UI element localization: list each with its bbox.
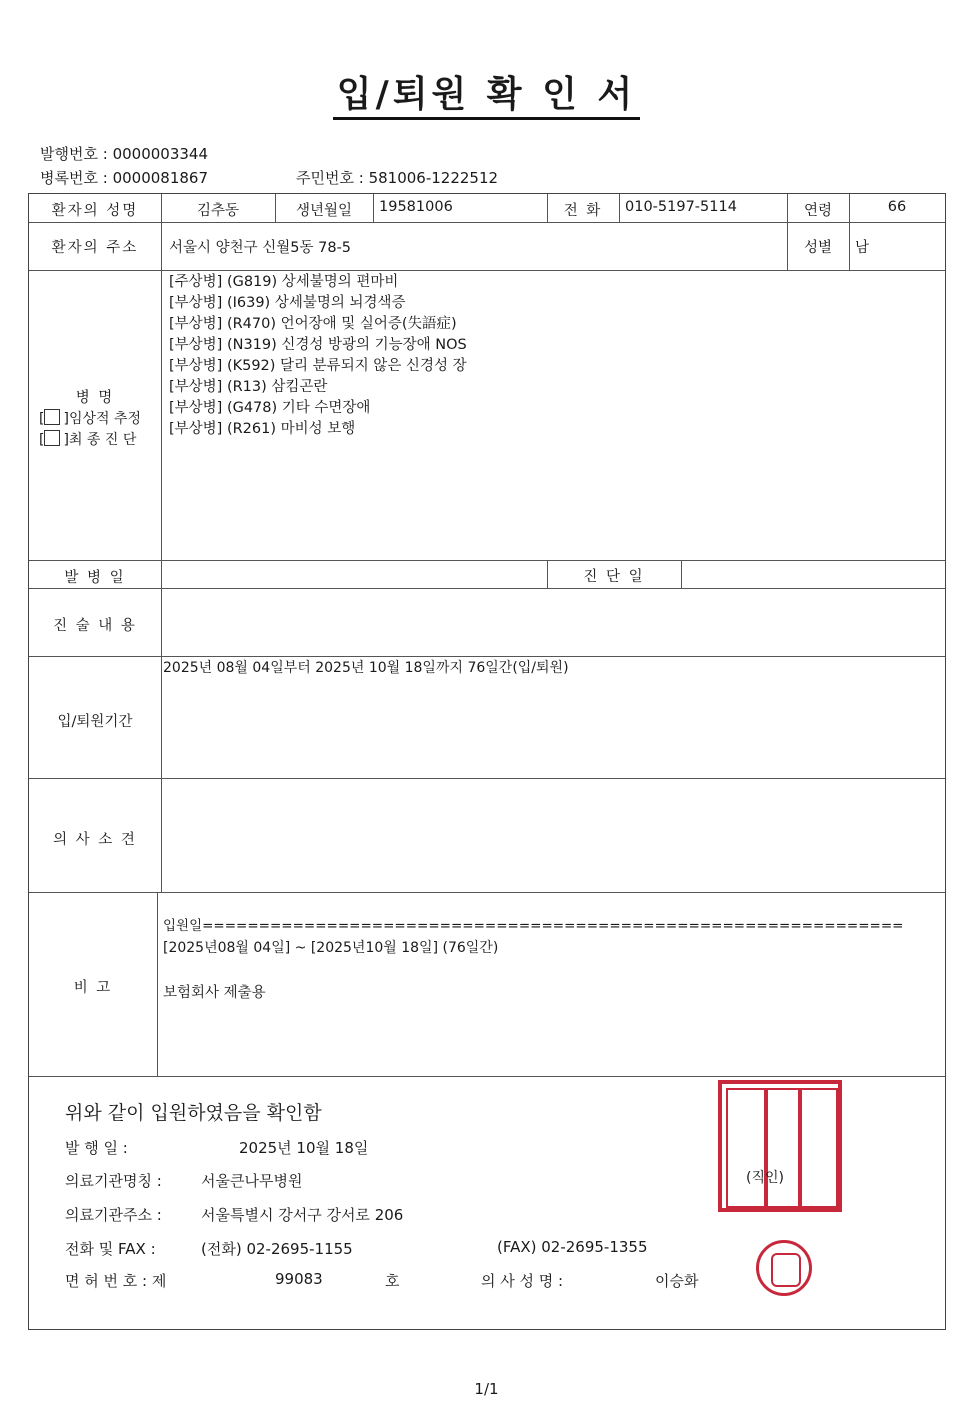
remarks-label: 비 고 — [73, 980, 113, 996]
diagnosis-list — [169, 272, 467, 440]
issue-date-value: 2025년 10월 18일 — [239, 1139, 369, 1157]
sex-label: 성별 — [803, 240, 832, 256]
address-label: 환자의 주소 — [51, 240, 139, 256]
row-divider — [29, 222, 945, 223]
row-divider — [29, 588, 945, 589]
chart-number-label: 병록번호 : — [40, 169, 108, 187]
diagnosis-item: [부상병] (I639) 상세불명의 뇌경색증 — [169, 295, 406, 311]
page-number: 1/1 — [474, 1380, 499, 1398]
phone-label: 전 화 — [563, 203, 603, 219]
age-label: 연령 — [803, 203, 832, 219]
final-diagnosis-checkbox[interactable] — [44, 430, 60, 446]
phone-number: 010-5197-5114 — [625, 199, 737, 215]
column-divider — [619, 194, 620, 222]
column-divider — [161, 194, 162, 892]
diagnosis-item: [부상병] (N319) 신경성 방광의 기능장애 NOS — [169, 337, 467, 353]
column-divider — [157, 892, 158, 1076]
seal-column — [800, 1088, 838, 1208]
statement-label: 진 술 내 용 — [53, 618, 137, 634]
doctor-seal — [756, 1240, 812, 1296]
hospital-phone: (전화) 02-2695-1155 — [201, 1240, 353, 1258]
confirm-statement: 위와 같이 입원하였음을 확인함 — [65, 1102, 322, 1124]
chart-number — [40, 167, 208, 188]
phone-fax-label: 전화 및 FAX : — [65, 1240, 156, 1258]
diagnosis-item: [부상병] (R261) 마비성 보행 — [169, 421, 356, 437]
license-number: 99083 — [275, 1270, 323, 1288]
doctor-name-value: 이승화 — [655, 1272, 699, 1290]
row-divider — [29, 270, 945, 271]
diagnosis-label: 병 명 — [75, 390, 115, 406]
final-diagnosis-option: [ ]최 종 진 단 — [39, 432, 137, 448]
issue-number-label: 발행번호 : — [40, 145, 108, 163]
issue-number — [40, 143, 208, 164]
seal-column — [726, 1088, 766, 1208]
birth-date: 19581006 — [379, 199, 453, 215]
birth-label: 생년월일 — [295, 203, 353, 219]
diagnosis-item: [부상병] (R470) 언어장애 및 실어증(失語症) — [169, 316, 457, 332]
remarks-line-1: 입원일============================================================== — [163, 918, 904, 934]
diagnosis-item: [부상병] (G478) 기타 수면장애 — [169, 400, 371, 416]
diagnosis-item: [주상병] (G819) 상세불명의 편마비 — [169, 274, 399, 290]
sex-value: 남 — [855, 240, 870, 256]
hospital-address-label: 의료기관주소 : — [65, 1206, 162, 1224]
patient-name-label: 환자의 성명 — [51, 203, 139, 219]
license-suffix: 호 — [385, 1272, 400, 1290]
document-title-text: 입/퇴원 확 인 서 — [333, 74, 640, 120]
diagnosis-item: [부상병] (R13) 삼킴곤란 — [169, 379, 328, 395]
seal-mark-text: (직인) — [746, 1170, 784, 1186]
age-value: 66 — [887, 199, 907, 215]
license-label: 면 허 번 호 : 제 — [65, 1272, 167, 1290]
opinion-label: 의 사 소 견 — [53, 832, 137, 848]
period-label: 입/퇴원기간 — [57, 714, 133, 730]
address-value: 서울시 양천구 신월5동 78-5 — [169, 240, 352, 256]
clinical-estimate-label: 임상적 추정 — [68, 411, 142, 427]
patient-name: 김추동 — [196, 203, 240, 219]
final-diagnosis-label: 최 종 진 단 — [68, 432, 137, 448]
doctor-name-label: 의 사 성 명 : — [481, 1272, 564, 1290]
row-divider — [29, 778, 945, 779]
row-divider — [29, 892, 945, 893]
seal-column — [766, 1088, 800, 1208]
hospital-name-value: 서울큰나무병원 — [201, 1172, 303, 1190]
column-divider — [373, 194, 374, 222]
hospital-fax: (FAX) 02-2695-1355 — [497, 1238, 648, 1256]
clinical-estimate-option: [ ]임상적 추정 — [39, 411, 142, 427]
column-divider — [681, 560, 682, 588]
seal-inner-mark — [771, 1253, 801, 1287]
hospital-address-value: 서울특별시 강서구 강서로 206 — [201, 1206, 404, 1224]
period-value: 2025년 08월 04일부터 2025년 10월 18일까지 76일간(입/퇴원) — [163, 660, 569, 676]
row-divider — [29, 1076, 945, 1077]
diagnosis-item: [부상병] (K592) 달리 분류되지 않은 신경성 장 — [169, 358, 467, 374]
clinical-estimate-checkbox[interactable] — [44, 409, 60, 425]
hospital-seal — [718, 1080, 842, 1212]
row-divider — [29, 560, 945, 561]
resident-number — [296, 167, 498, 188]
remarks-line-2: [2025년08월 04일] ~ [2025년10월 18일] (76일간) — [163, 940, 499, 956]
issue-date-label: 발 행 일 : — [65, 1139, 128, 1157]
hospital-name-label: 의료기관명칭 : — [65, 1172, 162, 1190]
resident-number-label: 주민번호 : — [296, 169, 364, 187]
remarks-line-3: 보험회사 제출용 — [163, 985, 266, 1001]
onset-label: 발 병 일 — [64, 570, 126, 586]
diagnosis-date-label: 진 단 일 — [583, 569, 645, 585]
issue-number-value: 0000003344 — [112, 145, 209, 163]
resident-number-value: 581006-1222512 — [368, 169, 499, 187]
document-title — [0, 66, 973, 117]
chart-number-value: 0000081867 — [112, 169, 209, 187]
